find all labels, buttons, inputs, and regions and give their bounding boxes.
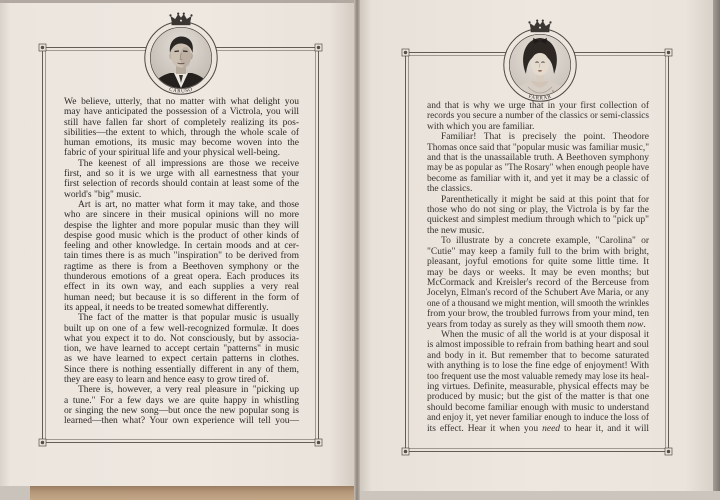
text-line: and that is the unassailable truth. A Beethoven symphony <box>427 153 649 164</box>
portrait-medallion-caruso <box>139 12 223 104</box>
text-line: tain times there is as much "inspiration" to be derived from <box>64 251 299 262</box>
text-line: despise good music which is the product of other kinds of <box>64 230 299 241</box>
text-line: tion, we have learned to accept certain "patterns" in music <box>64 344 300 355</box>
text-line: We believe, utterly, that no matter with what delight you <box>64 97 299 107</box>
text-line: ragtime as there is from a Beethoven symphony or the <box>64 261 299 272</box>
text-line: produced by music; but the gist of the matter is that one <box>427 392 649 403</box>
text-line: feeling and other knowledge. In certain moods and at cer- <box>64 241 300 252</box>
text-line: as we have learned to expect certain patterns in clothes. <box>64 354 299 365</box>
text-line: with anything is to lose the fine edge of enjoyment! With <box>427 361 649 372</box>
portrait-label-farrar: FARRAR <box>527 93 553 102</box>
text-line: The keenest of all impressions are those we receive <box>78 158 299 169</box>
text-line: pleasant, joyful emotions for quite some little time. It <box>427 257 649 268</box>
text-line: those who do not sing or play, the Victrola is by far the <box>427 205 649 216</box>
text-line: from your brow, the troubled furrows from your mind, ten <box>427 309 649 320</box>
text-line: with which you are familiar. <box>427 121 535 132</box>
text-line: and body in it. But remember that to become saturated <box>427 350 649 361</box>
text-line: built up on one of a few well-recognized formulæ. It does <box>64 323 299 334</box>
paragraph <box>64 159 299 200</box>
text-run: years from today as surely as they will smooth them <box>427 319 628 330</box>
text-line: records you secure a number of the classics or semi-classics <box>427 111 650 122</box>
text-run: to hear it, and it will <box>560 423 649 434</box>
text-line: too frequent use the most valuable remedy may lose its heal- <box>427 371 650 382</box>
text-line: "Cutie" may keep a family full to the brim with bright, <box>427 246 649 257</box>
portrait-label-caruso: CARUSO <box>168 86 194 95</box>
text-line: world's "big" music. <box>64 189 142 200</box>
corner-ornament <box>402 448 409 455</box>
paragraph <box>64 313 299 385</box>
text-line: may have anticipated the possession of a Victrola, you will <box>64 107 299 118</box>
text-line: The fact of the matter is that popular music is usually <box>78 313 299 324</box>
text-line: There is, however, a very real pleasure in "picking up <box>78 385 299 396</box>
text-line: quickest and simplest medium through which to "pick up" <box>427 215 649 226</box>
corner-ornament <box>39 44 46 51</box>
corner-ornament <box>402 49 409 56</box>
text-line: and that is why we urge that in your first collection of <box>427 101 649 111</box>
text-line: one of a thousand we might mention, will smooth the wrinkles <box>427 298 649 309</box>
left-page-body-text <box>64 97 299 427</box>
text-line: first, and so it is we urge with all earnestness that your <box>64 169 299 180</box>
corner-ornament <box>315 44 322 51</box>
text-run: . <box>643 319 646 330</box>
text-line: become as familiar with it, and yet it may be a classic of <box>427 173 649 184</box>
text-line: Since there is nothing essentially different in any of them, <box>64 364 299 375</box>
text-line: Art is art, no matter what form it may take, and those <box>78 199 299 210</box>
text-line: Familiar! That is precisely the point. Theodore <box>441 132 649 143</box>
paragraph <box>427 132 649 194</box>
crown-icon <box>169 13 192 26</box>
corner-ornament <box>315 439 322 446</box>
paragraph <box>427 195 649 237</box>
text-line: learned—then what? Your own experience will tell you— <box>64 416 299 427</box>
text-line: Thomas once said that "popular music was familiar music," <box>427 142 650 153</box>
text-line: When the music of all the world is at your disposal it <box>441 329 649 340</box>
paragraph <box>64 385 299 426</box>
emphasized-word: now <box>627 319 644 330</box>
paragraph <box>427 330 649 434</box>
right-page-body-text <box>427 101 649 434</box>
paragraph <box>427 101 649 132</box>
text-line: its appeal, it needs to be treated somewhat differently. <box>64 302 269 313</box>
text-line: may be as popular as "The Rosary" when enough people have <box>427 163 650 174</box>
text-line: ing virtues. Definite, measurable, physical effects may be <box>427 381 650 392</box>
text-line: they are easy to learn and hence easy to grow tired of. <box>64 375 269 386</box>
text-line: is almost impossible to refrain from bathing heart and soul <box>427 340 649 351</box>
text-line: Parenthetically it might be said at this point that for <box>441 194 649 205</box>
text-line: may be days or weeks. It may be even months; but <box>427 267 649 278</box>
text-line: thunderous emotions of a great opera. Each produces its <box>64 272 299 283</box>
text-line: what you expect it to do. Not consciously, but by associa- <box>64 333 299 344</box>
text-line: despise the lighter and more popular music than they will <box>64 220 299 231</box>
corner-ornament <box>39 439 46 446</box>
portrait-medallion-farrar <box>498 19 582 111</box>
paragraph <box>64 200 299 313</box>
text-line: sibilities—the extent to which, through the whole scale of <box>64 127 299 138</box>
text-line: fabric of your spiritual life and your physical well-being. <box>64 148 281 159</box>
corner-ornament <box>665 49 672 56</box>
text-run: its effect. Hear it when you <box>427 423 543 434</box>
text-line: To illustrate by a concrete example, "Carolina" or <box>441 236 650 247</box>
text-line: and enjoy it, yet never familiar enough to induce the loss of <box>427 413 649 424</box>
text-line: Jocelyn, Elman's record of the Schubert Ave Maria, or any <box>427 288 650 299</box>
text-line: who are sincere in their musical opinions will no more <box>64 210 299 221</box>
text-line: human emotions, its music may become woven into the <box>64 138 299 149</box>
text-line: should become familiar enough with music to understand <box>427 402 649 413</box>
text-line: human need; but because it is so different in the form of <box>64 292 299 303</box>
crown-icon <box>528 20 551 33</box>
text-line: still have fallen far short of completely realizing its pos- <box>64 117 300 128</box>
text-line <box>427 424 649 434</box>
text-line: McCormack and Kreisler's record of the Berceuse from <box>427 277 649 288</box>
paragraph <box>64 97 299 159</box>
text-line: the new music. <box>427 225 485 236</box>
corner-ornament <box>665 448 672 455</box>
text-line <box>427 320 649 330</box>
text-line: a tune." For a few days we are quite happy in whistling <box>64 395 299 406</box>
text-line: effect in its own way, and each supplies a very real <box>64 282 299 293</box>
emphasized-word: need <box>542 423 561 434</box>
paragraph <box>427 236 649 330</box>
text-line: or singing the new song—but once the new popular song is <box>64 405 299 416</box>
text-line: the classics. <box>427 184 473 195</box>
text-line: first selection of records should contain at least some of the <box>64 179 299 190</box>
